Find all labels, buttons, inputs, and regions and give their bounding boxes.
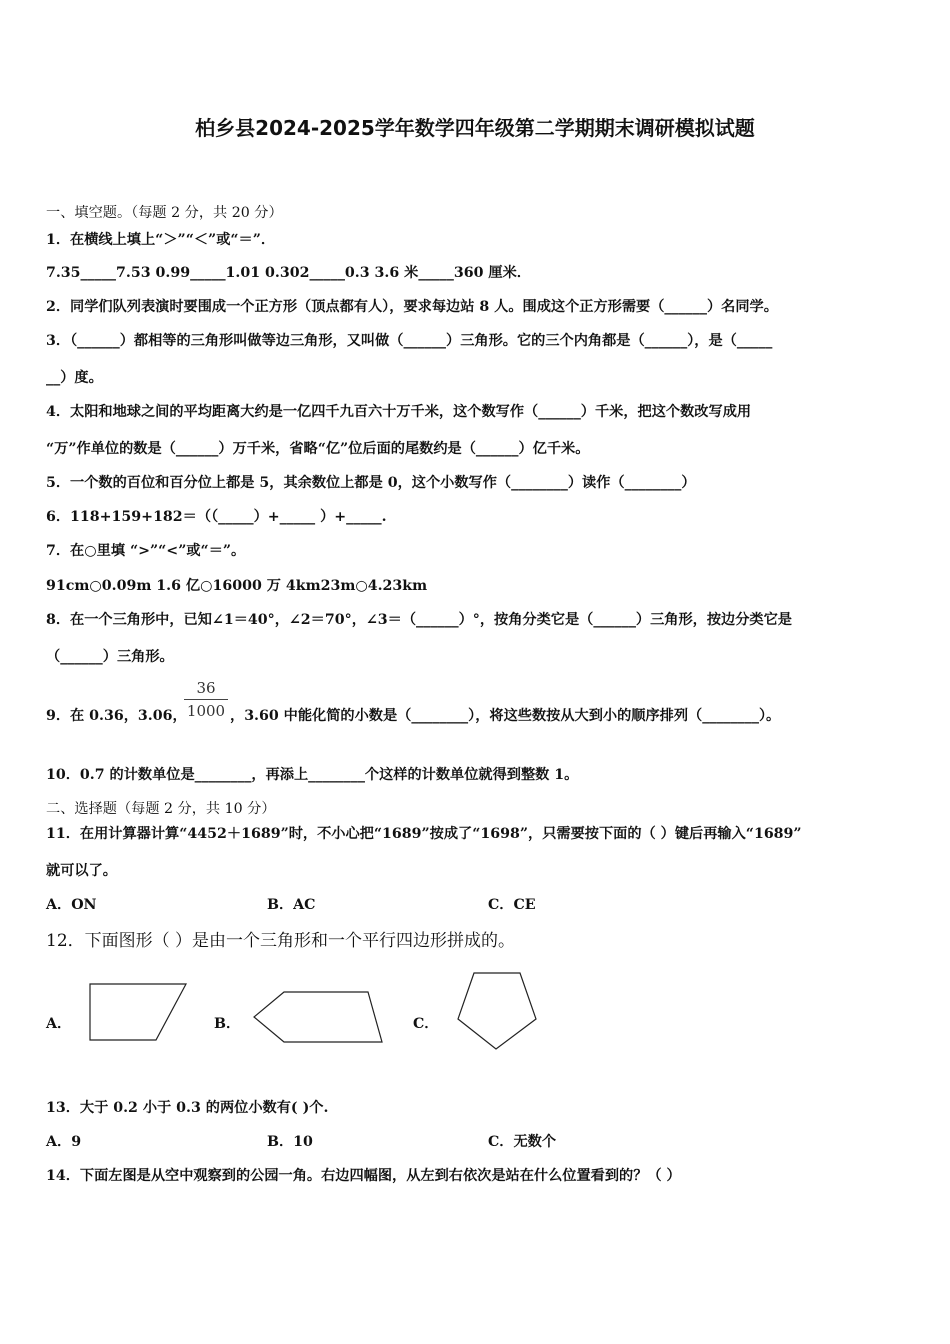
question-7: 7．在○里填 “>”“<”或“＝”。 [46,543,246,559]
question-12-option-a: A． [46,1016,72,1032]
question-8-line-2: （______）三角形。 [46,649,174,665]
question-9-fraction [184,678,228,721]
question-11-option-c: C．CE [488,897,536,913]
section-choice-heading: 二、选择题（每题 2 分，共 10 分） [46,801,276,817]
pentagon-arrow-shape-icon [250,988,386,1046]
fraction-denominator: 1000 [186,702,226,720]
question-11-option-a: A．ON [46,897,97,913]
question-13-option-a: A．9 [46,1134,82,1150]
question-4-line-1: 4．太阳和地球之间的平均距离大约是一亿四千九百六十万千米，这个数写作（______）千米，把这个数改写成用 [46,404,752,420]
question-8-line-1: 8．在一个三角形中，已知∠1＝40°，∠2＝70°，∠3＝（______）°，按角分类它是（______）三角形，按边分类它是 [46,612,792,628]
question-11-line-2: 就可以了。 [46,863,117,879]
page-title: 柏乡县2024-2025学年数学四年级第二学期期末调研模拟试题 [195,116,755,140]
question-14: 14．下面左图是从空中观察到的公园一角。右边四幅图，从左到右依次是站在什么位置看到的？（ ） [46,1168,681,1184]
question-9-prefix: 9．在 0.36，3.06， [46,708,187,724]
section-fill-in-heading: 一、填空题。（每题 2 分，共 20 分） [46,205,283,221]
question-12-option-c: C． [413,1016,439,1032]
question-4-line-2: “万”作单位的数是（______）万千米，省略“亿”位后面的尾数约是（______）亿千米。 [46,441,590,457]
question-10: 10．0.7 的计数单位是________，再添上________个这样的计数单位就得到整数 1。 [46,767,579,783]
fraction-bar [184,699,228,700]
question-5: 5．一个数的百位和百分位上都是 5，其余数位上都是 0，这个小数写作（________）读作（________） [46,475,696,491]
question-3-line-1: 3．（______）都相等的三角形叫做等边三角形，又叫做（______）三角形。它的三个内角都是（______），是（_____ [46,333,773,349]
question-13-option-c: C．无数个 [488,1134,557,1150]
question-11-option-b: B．AC [267,897,316,913]
question-13-option-b: B．10 [267,1134,313,1150]
question-6: 6．118+159+182＝（（_____）+_____ ）+_____. [46,509,387,525]
question-13: 13．大于 0.2 小于 0.3 的两位小数有( )个. [46,1100,329,1116]
trapezoid-shape-icon [86,980,190,1044]
question-7-items: 91cm○0.09m 1.6 亿○16000 万 4km23m○4.23km [46,578,428,594]
question-1: 1．在横线上填上“＞”“＜”或“＝”． [46,232,276,248]
fraction-numerator: 36 [196,679,216,697]
question-1-items: 7.35_____7.53 0.99_____1.01 0.302_____0.3 3.6 米_____360 厘米． [46,265,531,281]
question-12: 12．下面图形（ ）是由一个三角形和一个平行四边形拼成的。 [46,931,516,951]
question-2: 2．同学们队列表演时要围成一个正方形（顶点都有人），要求每边站 8 人。围成这个正方形需要（______）名同学。 [46,299,778,315]
question-12-option-b: B． [214,1016,241,1032]
regular-pentagon-shape-icon [454,969,540,1053]
question-11-line-1: 11．在用计算器计算“4452＋1689”时，不小心把“1689”按成了“1698”，只需要按下面的（ ）键后再输入“1689” [46,826,802,842]
question-3-line-2: __）度。 [46,370,103,386]
question-9-suffix: ，3.60 中能化简的小数是（________），将这些数按从大到小的顺序排列（________）。 [230,708,781,724]
